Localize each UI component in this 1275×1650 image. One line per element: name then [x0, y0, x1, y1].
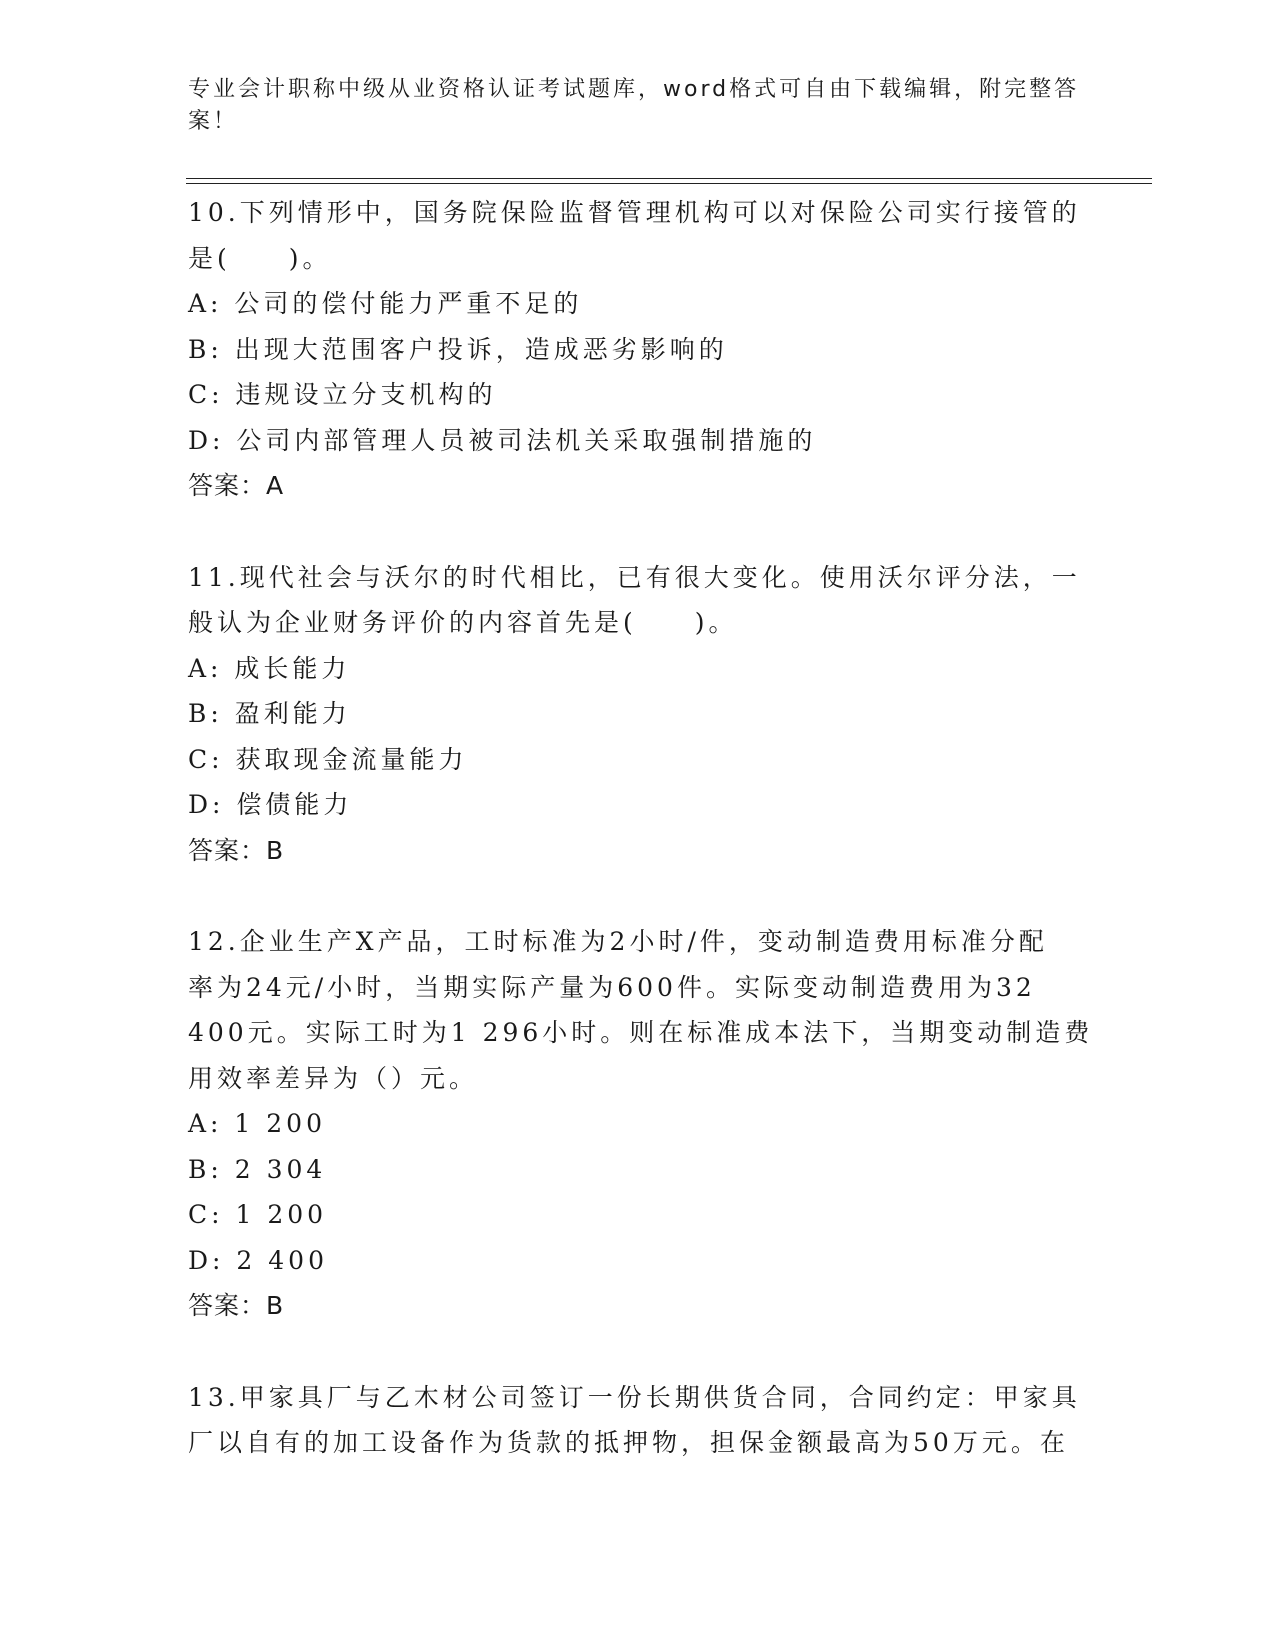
- option-b: B: 出现大范围客户投诉，造成恶劣影响的: [188, 334, 728, 364]
- header-line-2: 案！: [188, 109, 239, 134]
- question-list: [188, 190, 1094, 1466]
- question-13: [188, 1375, 1088, 1466]
- option-d: D: 公司内部管理人员被司法机关采取强制措施的: [188, 425, 817, 455]
- option-d: D: 偿债能力: [188, 790, 353, 819]
- question-stem-line: 13.甲家具厂与乙木材公司签订一份长期供货合同，合同约定：甲家具: [188, 1382, 1081, 1412]
- option-a: A: 成长能力: [188, 653, 351, 683]
- header-line-1: 专业会计职称中级从业资格认证考试题库，word格式可自由下载编辑，附完整答: [188, 77, 1080, 102]
- option-d: D: 2 400: [188, 1245, 328, 1275]
- option-c: C: 获取现金流量能力: [188, 744, 468, 774]
- question-spacer: [188, 1329, 1088, 1375]
- question-stem-line: 厂以自有的加工设备作为货款的抵押物，担保金额最高为50万元。在: [188, 1428, 1069, 1457]
- answer-label: 答案：B: [188, 835, 285, 865]
- question-stem-line: 般认为企业财务评价的内容首先是( )。: [188, 608, 738, 637]
- answer-label: 答案：A: [188, 471, 285, 500]
- header-divider-top: [186, 178, 1152, 179]
- option-a: A: 1 200: [188, 1109, 326, 1138]
- document-header: [188, 74, 1088, 138]
- option-c: C: 违规设立分支机构的: [188, 380, 497, 409]
- question-10: [188, 190, 1088, 509]
- question-11: [188, 555, 1088, 874]
- question-stem-line: 400元。实际工时为1 296小时。则在标准成本法下，当期变动制造费: [188, 1018, 1094, 1047]
- option-a: A: 公司的偿付能力严重不足的: [188, 289, 583, 318]
- question-stem-line: 率为24元/小时，当期实际产量为600件。实际变动制造费用为32: [188, 972, 1036, 1002]
- question-12: [188, 919, 1094, 1329]
- answer-label: 答案：B: [188, 1291, 285, 1320]
- question-spacer: [188, 873, 1088, 919]
- question-stem-line: 是( )。: [188, 243, 332, 273]
- question-stem-line: 11.现代社会与沃尔的时代相比，已有很大变化。使用沃尔评分法，一: [188, 562, 1081, 592]
- option-c: C: 1 200: [188, 1200, 328, 1229]
- header-divider-bottom: [186, 183, 1152, 184]
- question-stem-line: 用效率差异为（）元。: [188, 1063, 479, 1093]
- question-spacer: [188, 509, 1088, 555]
- option-b: B: 2 304: [188, 1154, 327, 1184]
- option-b: B: 盈利能力: [188, 699, 351, 728]
- question-stem-line: 12.企业生产X产品，工时标准为2小时/件，变动制造费用标准分配: [188, 927, 1048, 956]
- question-stem-line: 10.下列情形中，国务院保险监督管理机构可以对保险公司实行接管的: [188, 198, 1081, 227]
